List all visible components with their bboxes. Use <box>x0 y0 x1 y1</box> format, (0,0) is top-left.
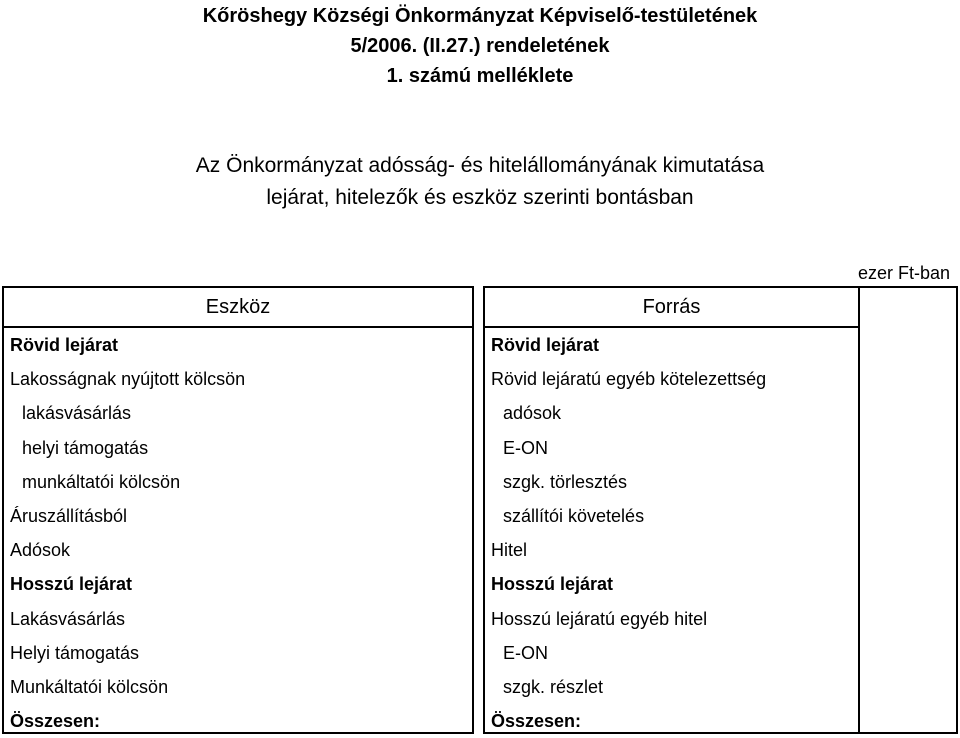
asset-row: helyi támogatás <box>22 437 149 458</box>
source-row: Összesen: <box>491 711 582 732</box>
asset-header: Eszköz <box>4 288 472 328</box>
asset-panel <box>2 286 474 734</box>
asset-row: Rövid lejárat <box>10 335 119 355</box>
asset-row: Munkáltatói kölcsön <box>10 676 169 697</box>
table-right-border <box>956 286 958 734</box>
source-row: Hosszú lejáratú egyéb hitel <box>491 608 708 629</box>
asset-row: Összesen: <box>10 711 101 732</box>
document-title-line-3: 1. számú melléklete <box>386 65 574 87</box>
source-panel <box>483 286 858 734</box>
source-row: E-ON <box>503 437 548 458</box>
asset-row: Áruszállításból <box>10 505 128 526</box>
asset-row: lakásvásárlás <box>22 403 132 424</box>
document-title-line-2: 5/2006. (II.27.) rendeletének <box>350 35 610 57</box>
source-row: szállítói követelés <box>503 505 645 526</box>
asset-row: Hosszú lejárat <box>10 574 133 595</box>
asset-row: Helyi támogatás <box>10 642 140 663</box>
table-subtitle-line-1: Az Önkormányzat adósság- és hitelállományának kimutatása <box>195 154 765 177</box>
asset-row: Lakásvásárlás <box>10 608 126 629</box>
asset-row: munkáltatói kölcsön <box>22 471 181 492</box>
value-column <box>860 286 956 734</box>
source-row: E-ON <box>503 642 548 663</box>
source-row: szgk. részlet <box>503 676 604 697</box>
asset-row: Adósok <box>10 540 71 561</box>
source-header: Forrás <box>485 288 858 328</box>
document-title-line-1: Kőröshegy Községi Önkormányzat Képviselő-testületének <box>202 5 758 27</box>
source-row: szgk. törlesztés <box>503 471 628 492</box>
table-subtitle-line-2: lejárat, hitelezők és eszköz szerinti bontásban <box>266 186 694 209</box>
unit-label: ezer Ft-ban <box>857 263 950 283</box>
source-rows <box>485 328 858 738</box>
source-row: adósok <box>503 403 562 424</box>
source-row: Rövid lejáratú egyéb kötelezettség <box>491 369 767 390</box>
asset-row: Lakosságnak nyújtott kölcsön <box>10 369 246 390</box>
source-row: Hosszú lejárat <box>491 574 614 595</box>
asset-rows <box>4 328 472 738</box>
source-row: Hitel <box>491 540 528 561</box>
source-row: Rövid lejárat <box>491 335 600 355</box>
